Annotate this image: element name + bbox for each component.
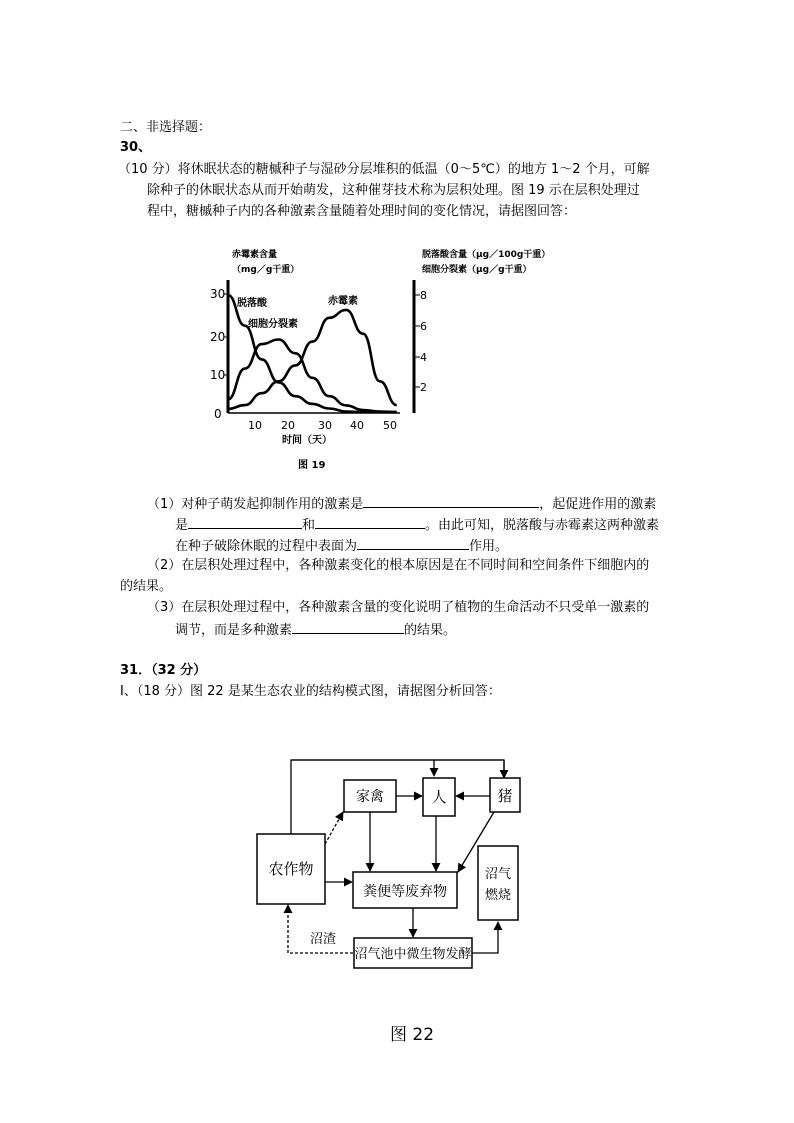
curve-label-ga: 赤霉素 xyxy=(328,296,358,307)
residue-label: 沼渣 xyxy=(310,932,337,947)
box-human-label: 人 xyxy=(431,788,447,806)
right-tick-6: 6 xyxy=(420,320,427,333)
question-31-number: 31．（32 分） xyxy=(120,663,207,678)
q30-sub1-line1-text-a: （1）对种子萌发起抑制作用的激素是 xyxy=(147,497,364,512)
box-digester xyxy=(354,938,472,968)
figure-19-caption: 图 19 xyxy=(298,460,326,471)
box-waste xyxy=(353,872,457,908)
q30-sub1-line2-text-c: 。由此可知，脱落酸与赤霉素这两种激素 xyxy=(425,518,660,533)
arrow-digester-to-biogas xyxy=(472,922,498,953)
box-biogas xyxy=(478,846,518,920)
q30-sub1-line2-text-b: 和 xyxy=(302,518,316,533)
right-tick-2: 2 xyxy=(420,381,427,394)
q30-sub1-line2-text-a: 是 xyxy=(175,518,189,533)
left-ticks xyxy=(210,287,228,421)
q30-sub1-line3-text-a: 在种子破除休眠的过程中表面为 xyxy=(175,539,358,554)
right-tick-4: 4 xyxy=(420,351,427,364)
question-31-part1: Ⅰ、（18 分）图 22 是某生态农业的结构模式图，请据图分析回答： xyxy=(120,684,501,699)
curve-label-ck: 细胞分裂素 xyxy=(248,319,298,330)
box-biogas-line1: 沼气 xyxy=(484,867,512,882)
right-axis-title-line2: 细胞分裂素（μg／g干重） xyxy=(422,265,532,275)
box-poultry-label: 家禽 xyxy=(356,789,384,805)
figure-19-chart xyxy=(190,240,570,475)
box-digester-label: 沼气池中微生物发酵 xyxy=(354,947,472,962)
q30-sub2-line1: （2）在层积处理过程中，各种激素变化的根本原因是在不同时间和空间条件下细胞内的 xyxy=(147,558,650,573)
arrow-pig-to-crops-loop xyxy=(291,760,504,834)
left-tick-0: 0 xyxy=(214,407,222,421)
right-axis-title-line1: 脱落酸含量（μg／100g干重） xyxy=(422,250,551,260)
x-tick-20: 20 xyxy=(281,419,295,432)
figure-22-caption: 图 22 xyxy=(390,1025,435,1045)
q30-sub1-line1-text-b: ，起促进作用的激素 xyxy=(539,497,657,512)
q30-sub3-line2-text-a: 调节，而是多种激素 xyxy=(175,623,293,638)
answer-blank-promoter-2[interactable] xyxy=(315,514,425,529)
q30-sub3-line1: （3）在层积处理过程中，各种激素含量的变化说明了植物的生命活动不只受单一激素的 xyxy=(147,600,650,615)
box-pig-label: 猪 xyxy=(497,787,513,805)
answer-blank-promoter-1[interactable] xyxy=(188,514,302,529)
q30-sub1-line3-text-b: 作用。 xyxy=(469,539,509,554)
q30-sub1-line1 xyxy=(147,493,656,515)
box-biogas-line2: 燃烧 xyxy=(484,888,512,903)
section-title: 二、非选择题： xyxy=(120,120,212,135)
box-crops xyxy=(257,834,325,904)
box-poultry xyxy=(344,780,396,812)
left-tick-30: 30 xyxy=(210,287,226,301)
q30-sub1-line2 xyxy=(175,514,659,536)
box-crops-label: 农作物 xyxy=(268,860,314,878)
curve-label-aba: 脱落酸 xyxy=(237,298,267,309)
box-waste-label: 粪便等废弃物 xyxy=(363,884,447,900)
answer-blank-interaction[interactable] xyxy=(357,535,469,550)
question-30-number: 30、 xyxy=(120,140,152,155)
left-tick-20: 20 xyxy=(210,330,226,344)
q30-sub1-line3 xyxy=(175,535,508,557)
left-axis-title-line1: 赤霉素含量 xyxy=(232,250,278,260)
x-tick-50: 50 xyxy=(383,419,397,432)
right-ticks xyxy=(414,289,427,394)
question-30-intro-line1: （10 分）将休眠状态的糖槭种子与湿砂分层堆积的低温（0～5℃）的地方 1～2 个月，可解 xyxy=(118,162,650,177)
q30-sub3-line2-text-b: 的结果。 xyxy=(404,623,457,638)
q30-sub3-line2 xyxy=(175,619,456,641)
x-tick-10: 10 xyxy=(248,419,262,432)
x-tick-30: 30 xyxy=(318,419,332,432)
left-axis-title-line2: （mg／g干重） xyxy=(232,265,300,275)
answer-blank-regulation[interactable] xyxy=(292,619,404,634)
question-30-intro-line3: 程中，糖槭种子内的各种激素含量随着处理时间的变化情况，请据图回答： xyxy=(147,204,577,219)
box-human xyxy=(423,778,455,816)
arrow-crops-to-poultry xyxy=(325,812,343,844)
left-tick-10: 10 xyxy=(210,368,226,382)
question-30-intro-line2: 除种子的休眠状态从而开始萌发，这种催芽技术称为层积处理。图 19 示在层积处理过 xyxy=(147,183,640,198)
q30-sub2-line2: 的结果。 xyxy=(120,579,173,594)
box-pig xyxy=(490,778,520,812)
figure-22-diagram xyxy=(250,748,560,1053)
right-tick-8: 8 xyxy=(420,289,427,302)
x-ticks xyxy=(248,419,397,432)
curves xyxy=(228,295,397,412)
x-tick-40: 40 xyxy=(350,419,364,432)
answer-blank-inhibitor[interactable] xyxy=(363,493,539,508)
x-axis-title: 时间（天） xyxy=(282,435,332,446)
